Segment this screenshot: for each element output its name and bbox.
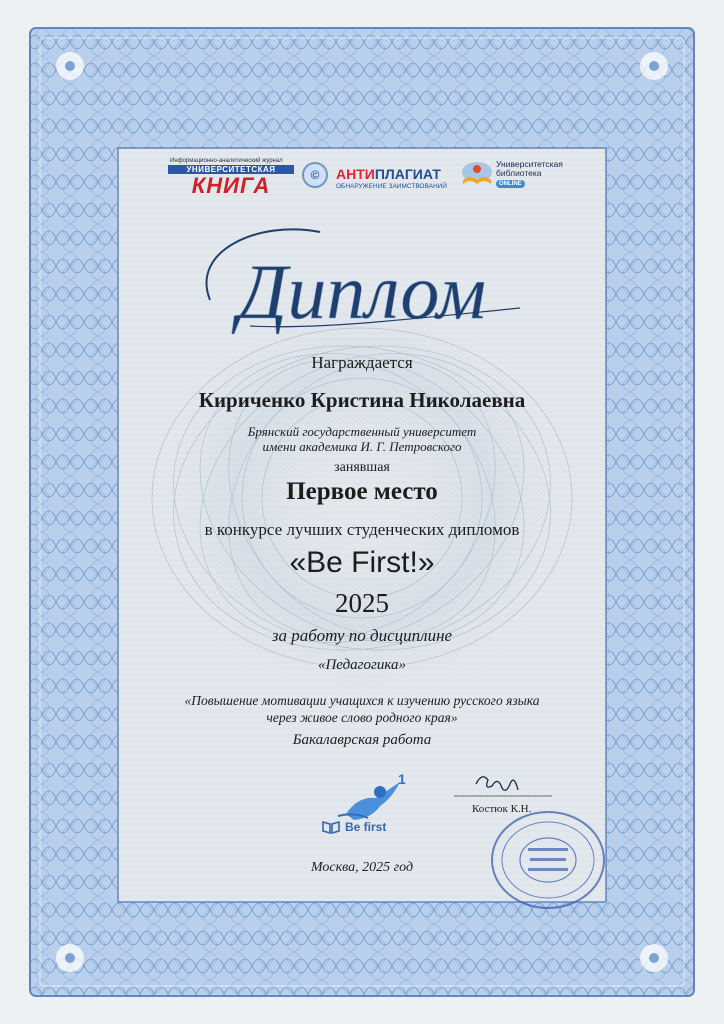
contest-year: 2025 <box>335 588 389 618</box>
for-work-label: за работу по дисциплине <box>271 626 453 645</box>
antiplagiat-logo <box>336 166 466 196</box>
be-first-superscript: 1 <box>398 771 406 787</box>
recipient-name: Кириченко Кристина Николаевна <box>198 388 526 412</box>
official-stamp <box>484 806 608 912</box>
university <box>118 424 606 454</box>
copyright-logo-icon: © <box>302 162 328 188</box>
university-line2: имени академика И. Г. Петровского <box>262 439 462 454</box>
topic-line2: через живое слово родного края» <box>266 710 458 725</box>
be-first-book-icon <box>322 820 340 834</box>
antiplagiat-suffix: ПЛАГИАТ <box>374 166 441 182</box>
be-first-label: Be first <box>345 820 387 834</box>
journal-band: УНИВЕРСИТЕТСКАЯ <box>168 165 294 174</box>
diploma-title: Диплом <box>237 248 487 335</box>
library-line2: библиотека <box>496 168 542 178</box>
open-book-icon <box>460 160 494 188</box>
signature <box>448 766 558 806</box>
work-topic <box>100 692 624 726</box>
city-date: Москва, 2025 год <box>310 860 414 875</box>
work-type: Бакалаврская работа <box>292 732 432 748</box>
library-line1: Университетская <box>496 159 563 169</box>
place: Первое место <box>286 478 438 505</box>
antiplagiat-subtitle: ОБНАРУЖЕНИЕ ЗАИМСТВОВАНИЙ <box>336 183 447 190</box>
university-line1: Брянский государственный университет <box>247 424 477 439</box>
university-library-logo <box>496 160 576 188</box>
discipline: «Педагогика» <box>317 657 407 673</box>
university-book-logo <box>168 158 296 198</box>
antiplagiat-prefix: АНТИ <box>336 166 375 182</box>
journal-title: КНИГА <box>191 173 271 198</box>
partner-logos <box>168 158 588 202</box>
contest-label: в конкурсе лучших студенческих дипломов <box>204 520 520 539</box>
took-label: занявшая <box>334 460 390 475</box>
journal-caption: Информационно-аналитический журнал <box>170 158 283 164</box>
library-online-badge: ONLINE <box>496 180 525 188</box>
awarded-label: Награждается <box>311 353 413 372</box>
signatory-name: Костюк К.Н. <box>472 803 532 815</box>
contest-name: «Be First!» <box>289 546 435 579</box>
topic-line1: «Повышение мотивации учащихся к изучению русского языка <box>184 693 540 708</box>
